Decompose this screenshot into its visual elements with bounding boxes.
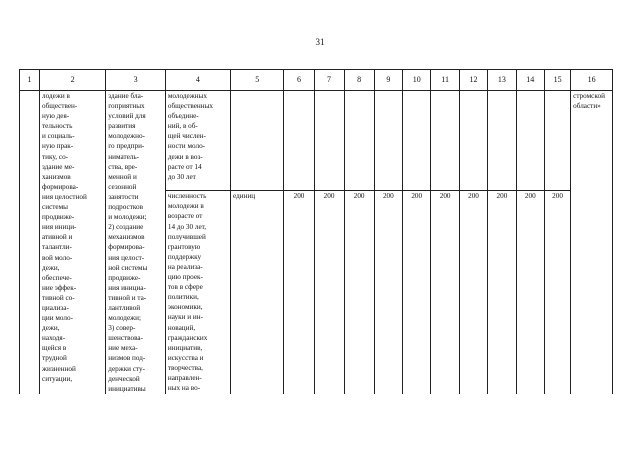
indicator-text: молодежных общественных объедине- ний, в об- щей числен- ности моло- дежи в воз- расте от 14 до 30 лет (167, 92, 214, 181)
column-header: 12 (459, 70, 487, 91)
indicator-text: численность молодежи в возрасте от 14 до 30 лет, получившей грантовую поддержку на реализа- цию проек- тов в сфере политики, экономики, науки и ин- новаций, гражданских инициатив, искусства и творчества, направлен- ных на во- (167, 192, 208, 393)
table-cell: 200 (544, 191, 570, 394)
header-row (20, 70, 613, 91)
table-cell: 200 (488, 191, 516, 394)
table-cell (106, 91, 166, 394)
table-cell (544, 91, 570, 191)
column-header: 1 (20, 70, 40, 91)
column-header: 9 (374, 70, 402, 91)
table-cell (20, 91, 40, 394)
table-cell (488, 91, 516, 191)
table-cell (516, 91, 544, 191)
table-cell (165, 191, 230, 394)
goal-text: лодежи в обществен- ную дея- тельность и социаль- ную прак- тику, со- здание ме- ханизмов формирова- ния целостной системы продвиже- ния иници- ативной и талантли- вой моло- дежи, обеспече- ние эффек- тивной со- циализа- ции моло- дежи, находя- щейся в трудной жизненной ситуации, (42, 92, 87, 383)
page-number: 31 (315, 37, 325, 47)
table-cell (165, 91, 230, 191)
table-cell (314, 91, 344, 191)
data-table (19, 69, 613, 394)
table-cell (231, 91, 284, 191)
table-cell: 200 (516, 191, 544, 394)
table-cell: 200 (459, 191, 487, 394)
column-header: 7 (314, 70, 344, 91)
column-header: 8 (344, 70, 374, 91)
table-cell: 200 (403, 191, 431, 394)
table-cell (431, 91, 459, 191)
program-text: стромской области» (573, 92, 605, 111)
column-header: 3 (106, 70, 166, 91)
column-header: 6 (284, 70, 314, 91)
column-header: 15 (544, 70, 570, 91)
table-cell (571, 91, 613, 394)
table-cell (403, 91, 431, 191)
column-header: 10 (403, 70, 431, 91)
table-cell: 200 (344, 191, 374, 394)
column-header: 2 (40, 70, 106, 91)
table-cell (40, 91, 106, 394)
tasks-text: здание бла- гоприятных условий для развития молодежно- го предпри- ниматель- ства, вре- менной и сезонной занятости подростков и молодежи; 2) создание механизмов формирова- ния целост- ной системы продвиже- ния инициа- тивной и та- лантливой молодежи; 3) совер- шенствова- ние меха- низмов под- держки сту- денческой инициативы (108, 92, 148, 393)
table-cell (459, 91, 487, 191)
table-cell: 200 (284, 191, 314, 394)
table-cell (374, 91, 402, 191)
column-header: 14 (516, 70, 544, 91)
column-header: 16 (571, 70, 613, 91)
table-cell (344, 91, 374, 191)
table-cell (231, 191, 284, 394)
column-header: 11 (431, 70, 459, 91)
table-cell: 200 (314, 191, 344, 394)
table-cell: 200 (374, 191, 402, 394)
column-header: 13 (488, 70, 516, 91)
table-row (20, 91, 613, 191)
unit-text: единиц (233, 192, 256, 201)
column-header: 5 (231, 70, 284, 91)
column-header: 4 (165, 70, 230, 91)
table-cell: 200 (431, 191, 459, 394)
table-cell (284, 91, 314, 191)
